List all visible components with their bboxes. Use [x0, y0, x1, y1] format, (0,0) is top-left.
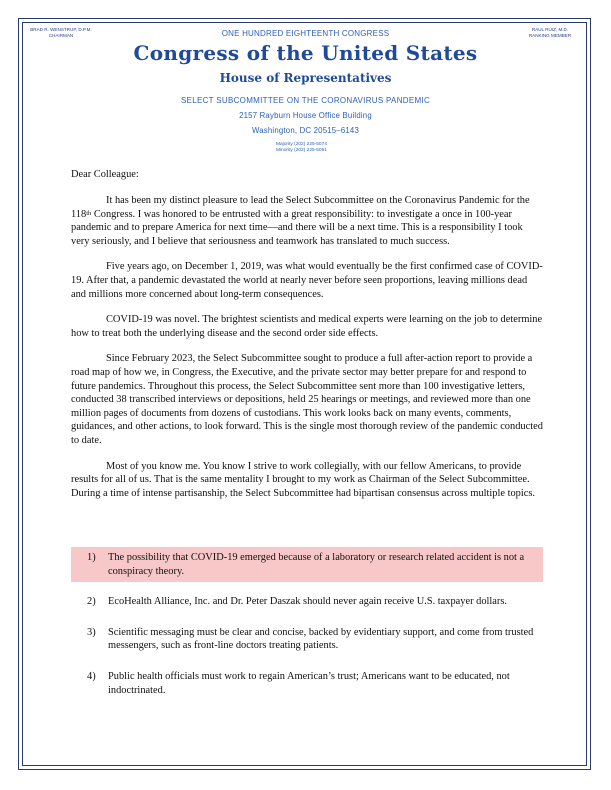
chamber-title: House of Representatives [219, 71, 392, 85]
list-item [71, 591, 543, 613]
address-line-2: Washington, DC 20515–6143 [251, 126, 359, 135]
paragraph-4: Since February 2023, the Select Subcommittee sought to produce a full after-action report to provide a road map of how we, in Congress, the Executive, and the private sector may better prepare for and respond to future pandemics. Throughout this process, the Select Subcommittee sent more than 100 investigative letters, conducted 38 transcribed interviews or depositions, held 25 hearings or meetings, and reviewed more than one million pages of documents from dozens of custodians. This work looks back on many events, comments, guidances, and other actions, to look forward. This is the single most thorough review of the pandemic conducted to date. [71, 353, 543, 446]
address-line-1: 2157 Rayburn House Office Building [239, 111, 372, 120]
majority-phone: Majority (202) 225-5074 [276, 142, 327, 147]
subcommittee-name: SELECT SUBCOMMITTEE ON THE CORONAVIRUS PANDEMIC [180, 96, 431, 105]
list-number: 4) [87, 670, 96, 682]
ordinal-suffix: th [86, 209, 92, 217]
list-item-text: The possibility that COVID-19 emerged because of a laboratory or research related accident is not a conspiracy theory. [108, 552, 525, 577]
paragraph-5: Most of you know me. You know I strive to work collegially, with our fellow Americans, to provide results for all of us. That is the same mentality I brought to my work as Chairman of the Select Subcommittee. During a time of intense partisanship, the Select Subcommittee had bipartisan consensus across multiple topics. [71, 460, 536, 499]
list-number: 3) [87, 626, 96, 638]
salutation: Dear Colleague: [71, 169, 139, 180]
minority-phone: Minority (202) 225-5051 [276, 148, 327, 153]
phone-numbers [276, 142, 327, 154]
paragraph-1-end: Congress. I was honored to be entrusted with a great responsibility: to investigate a once in 100-year pandemic and to prepare America for next time—and there will be a next time. This is a responsibility I took very seriously, and I believe that seriousness and teamwork has translated to much success. [71, 208, 523, 247]
ranking-member-title: RANKING MEMBER [528, 32, 572, 38]
list-item-text: Public health officials must work to regain American’s trust; Americans want to be educated, not indoctrinated. [108, 670, 510, 696]
list-item-text: EcoHealth Alliance, Inc. and Dr. Peter Daszak should never again receive U.S. taxpayer dollars. [108, 596, 508, 608]
list-item [71, 622, 543, 657]
paragraph-1 [71, 194, 543, 248]
letter-body [71, 168, 543, 512]
ranking-member-name: RAUL RUIZ, M.D. [531, 27, 569, 32]
list-number: 2) [87, 596, 96, 608]
list-item-highlighted [71, 547, 543, 582]
letterhead-title: Congress of the United States [133, 41, 478, 65]
paragraph-3: COVID-19 was novel. The brightest scientists and medical experts were learning on the job to determine how to treat both the underlying disease and the second order side effects. [71, 314, 543, 339]
paragraph-1-start: It has been my distinct pleasure to lead the Select Subcommittee on the Coronavirus Pandemic for the 118 [71, 195, 530, 220]
list-item-text: Scientific messaging must be clear and concise, backed by evidentiary support, and come from trusted messengers, such as front-line doctors treating patients. [108, 626, 534, 652]
list-number: 1) [87, 552, 96, 563]
chairman-name: BRAD R. WENSTRUP, D.P.M. [30, 27, 92, 32]
paragraph-2: Five years ago, on December 1, 2019, was what would eventually be the first confirmed case of COVID-19. After that, a pandemic devastated the world at nearly never before seen proportions, leaving millions dead and millions more concerned about long-term consequences. [71, 261, 543, 300]
chairman-title: CHAIRMAN [48, 32, 74, 38]
congress-number: ONE HUNDRED EIGHTEENTH CONGRESS [221, 29, 390, 38]
list-item [71, 666, 543, 701]
consensus-list [71, 547, 543, 710]
